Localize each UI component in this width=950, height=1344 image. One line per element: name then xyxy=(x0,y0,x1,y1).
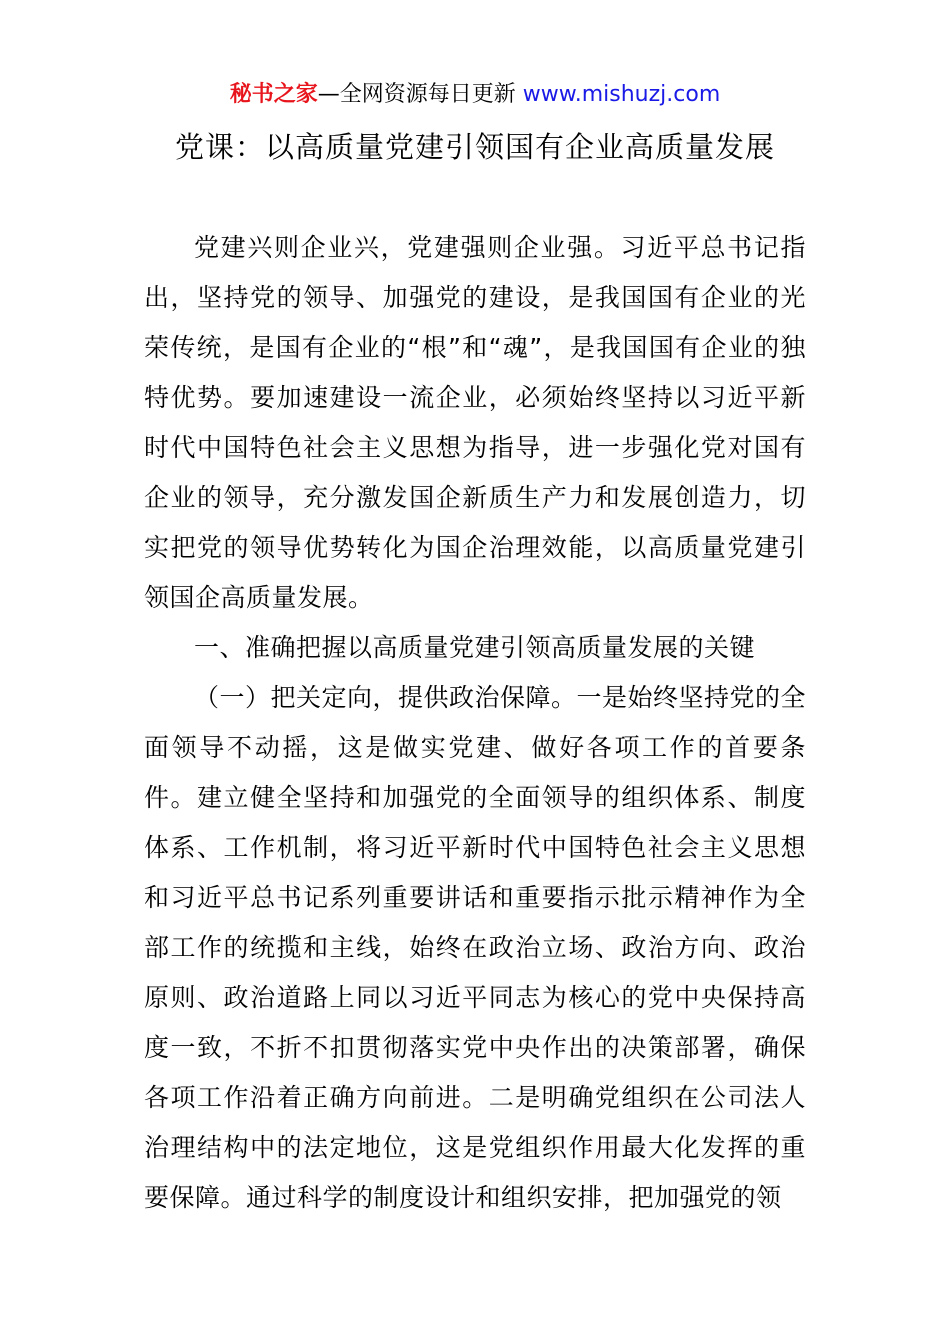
section-heading: 一、准确把握以高质量党建引领高质量发展的关键 xyxy=(194,633,756,662)
subsection-paragraph: （一）把关定向，提供政治保障。一是始终坚持党的全面领导不动摇，这是做实党建、做好各项工作的首要条件。建立健全坚持和加强党的全面领导的组织体系、制度体系、工作机制，将习近平新时代中国特色社会主义思想和习近平总书记系列重要讲话和重要指示批示精神作为全部工作的统揽和主线，始终在政治立场、政治方向、政治原则、政治道路上同以习近平同志为核心的党中央保持高度一致，不折不扣贯彻落实党中央作出的决策部署，确保各项工作沿着正确方向前进。二是明确党组织在公司法人治理结构中的法定地位，这是党组织作用最大化发挥的重要保障。通过科学的制度设计和组织安排，把加强党的领 xyxy=(144,683,807,1212)
site-url-link[interactable]: www.mishuzj.com xyxy=(522,82,721,107)
brand-name: 秘书之家 xyxy=(229,82,318,107)
site-header xyxy=(0,80,950,110)
header-tagline: —全网资源每日更新 xyxy=(317,82,523,107)
intro-paragraph: 党建兴则企业兴，党建强则企业强。习近平总书记指出，坚持党的领导、加强党的建设，是我国国有企业的光荣传统，是国有企业的“根”和“魂”，是我国国有企业的独特优势。要加速建设一流企业，必须始终坚持以习近平新时代中国特色社会主义思想为指导，进一步强化党对国有企业的领导，充分激发国企新质生产力和发展创造力，切实把党的领导优势转化为国企治理效能，以高质量党建引领国企高质量发展。 xyxy=(144,233,806,612)
document-title: 党课：以高质量党建引领国有企业高质量发展 xyxy=(174,130,775,164)
document-body xyxy=(144,223,806,1223)
